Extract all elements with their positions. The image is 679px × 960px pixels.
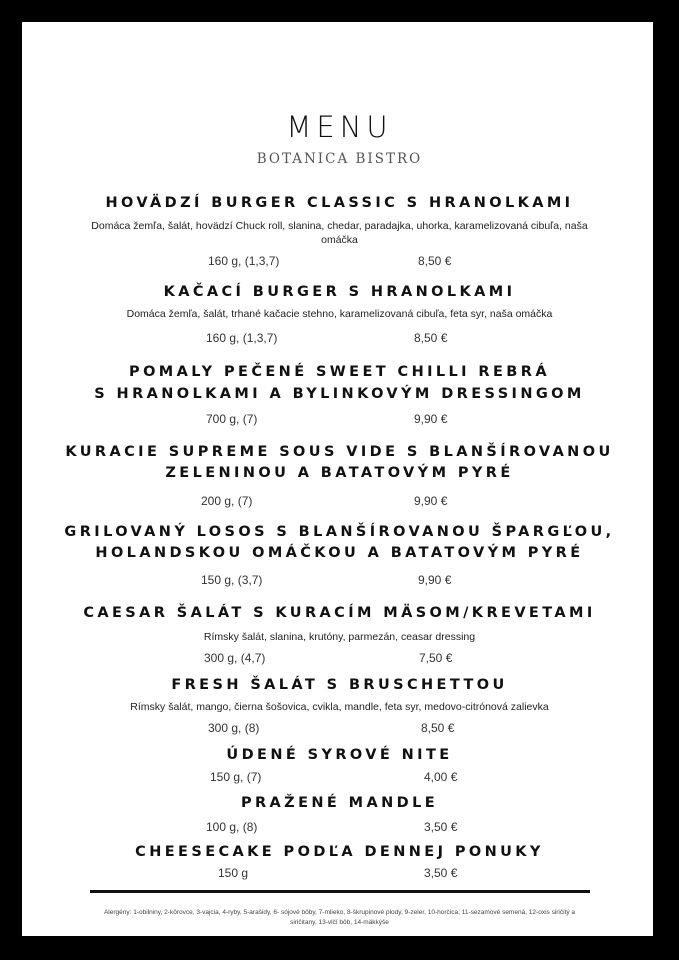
menu-title: MENU <box>286 110 393 144</box>
item-price: 8,50 € <box>421 721 455 735</box>
item-price: 8,50 € <box>418 254 452 268</box>
item-weight: 150 g, (7) <box>210 770 262 784</box>
item-name-line2: S HRANOLKAMI A BYLINKOVÝM DRESSINGOM <box>94 386 585 402</box>
item-weight: 100 g, (8) <box>206 820 258 834</box>
item-name: CHEESECAKE PODĽA DENNEJ PONUKY <box>135 844 544 860</box>
item-weight: 150 g, (3,7) <box>201 573 263 587</box>
footer-divider <box>90 890 590 893</box>
item-description: Domáca žemľa, šalát, trhané kačacie stehno, karamelizovaná cibuľa, feta syr, naša omáčka <box>126 308 553 320</box>
item-price: 9,90 € <box>418 573 452 587</box>
item-price: 3,50 € <box>424 820 458 834</box>
item-name-line1: POMALY PEČENÉ SWEET CHILLI REBRÁ <box>129 364 550 380</box>
item-name: FRESH ŠALÁT S BRUSCHETTOU <box>171 677 508 693</box>
item-name: KAČACÍ BURGER S HRANOLKAMI <box>163 284 516 300</box>
item-weight: 700 g, (7) <box>206 412 258 426</box>
item-name-line2: ZELENINOU A BATATOVÝM PYRÉ <box>165 465 514 481</box>
item-weight: 160 g, (1,3,7) <box>206 331 278 345</box>
item-weight: 300 g, (4,7) <box>204 651 266 665</box>
item-price: 4,00 € <box>424 770 458 784</box>
item-weight: 200 g, (7) <box>201 494 253 508</box>
item-name: HOVÄDZÍ BURGER CLASSIC S HRANOLKAMI <box>105 195 574 211</box>
item-weight: 300 g, (8) <box>208 721 260 735</box>
item-price: 3,50 € <box>424 866 458 880</box>
item-name: PRAŽENÉ MANDLE <box>240 795 439 811</box>
item-price: 8,50 € <box>414 331 448 345</box>
allergens-note: Alergény: 1-obilniny, 2-kôrovce, 3-vajcia, 4-ryby, 5-arašidy, 6- sójové bôby, 7-mlieko, 8-škrupinové plody, 9-zeler, 10-horčica, 11-sezamové semená, 12-oxis siričitý a siričitany, 13-vlčí bôb, 14-mäkkýše <box>103 909 576 926</box>
item-name-line1: GRILOVANÝ LOSOS S BLANŠÍROVANOU ŠPARGĽOU, <box>64 524 615 540</box>
item-description: Rímsky šalát, mango, čierna šošovica, cvikla, mandle, feta syr, medovo-citrónová zalievka <box>130 701 549 713</box>
item-price: 7,50 € <box>419 651 453 665</box>
item-weight: 160 g, (1,3,7) <box>208 254 280 268</box>
item-price: 9,90 € <box>414 494 448 508</box>
item-description: Domáca žemľa, šalát, hovädzí Chuck roll, slanina, chedar, paradajka, uhorka, karamelizovaná cibuľa, naša omáčka <box>91 220 588 246</box>
restaurant-name: BOTANICA BISTRO <box>256 151 423 167</box>
item-price: 9,90 € <box>414 412 448 426</box>
item-name: CAESAR ŠALÁT S KURACÍM MÄSOM/KREVETAMI <box>83 605 596 621</box>
item-name: ÚDENÉ SYROVÉ NITE <box>226 747 453 763</box>
item-name-line2: HOLANDSKOU OMÁČKOU A BATATOVÝM PYRÉ <box>95 545 584 561</box>
item-weight: 150 g <box>218 866 249 880</box>
item-name-line1: KURACIE SUPREME SOUS VIDE S BLANŠÍROVANOU <box>65 444 614 460</box>
item-description: Rímsky šalát, slanina, krutóny, parmezán, ceasar dressing <box>203 631 476 643</box>
